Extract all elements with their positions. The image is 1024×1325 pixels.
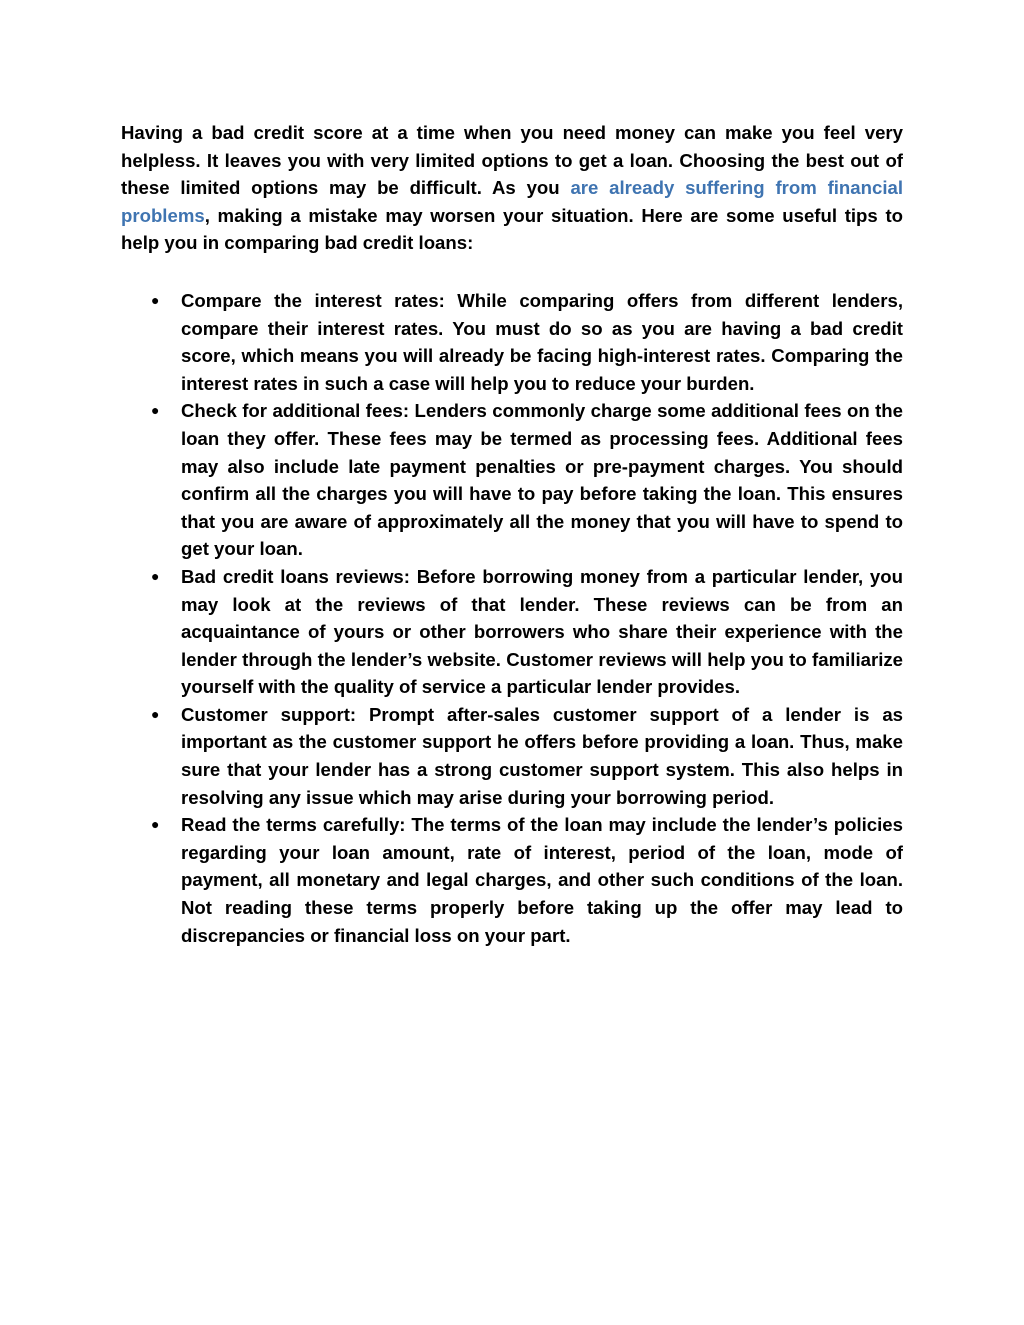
tip-additional-fees — [121, 397, 903, 563]
bullet-icon: ● — [151, 705, 160, 722]
bullet-icon: ● — [151, 816, 160, 833]
intro-paragraph — [121, 119, 903, 257]
tip-customer-support — [121, 701, 903, 811]
tip-text: Check for additional fees: Lenders commonly charge some additional fees on the loan they offer. These fees may be termed as processing fees. Additional fees may also include late payment penalties or pre-payment charges. You should confirm all the charges you will have to pay before taking the loan. This ensures that you are aware of approximately all the money that you will have to spend to get your loan. — [181, 400, 903, 560]
bullet-icon: ● — [151, 567, 160, 584]
bullet-icon: ● — [151, 291, 160, 308]
document-page — [121, 119, 903, 949]
bullet-icon: ● — [151, 402, 160, 419]
intro-text-start: Having a bad credit score at a time when you need money can make you feel very helpless. It leaves you with very limited options to get a loan. Choosing the best out of these limited options may be difficult. As you — [121, 122, 903, 199]
tip-text: Customer support: Prompt after-sales customer support of a lender is as important as the customer support he offers before providing a loan. Thus, make sure that your lender has a strong customer support system. This also helps in resolving any issue which may arise during your borrowing period. — [181, 703, 903, 808]
tip-text: Read the terms carefully: The terms of the loan may include the lender’s policies regarding your loan amount, rate of interest, period of the loan, mode of payment, all monetary and legal charges, and other such conditions of the loan. Not reading these terms properly before taking up the offer may lead to discrepancies or financial loss on your part. — [181, 814, 903, 946]
intro-text-end: , making a mistake may worsen your situation. Here are some useful tips to help you in comparing bad credit loans: — [121, 204, 903, 254]
tip-interest-rates — [121, 287, 903, 397]
tip-text: Bad credit loans reviews: Before borrowing money from a particular lender, you may look at the reviews of that lender. These reviews can be from an acquaintance of yours or other borrowers who share their experience with the lender through the lender’s website. Customer reviews will help you to familiarize yourself with the quality of service a particular lender provides. — [181, 565, 903, 698]
tip-read-terms — [121, 811, 903, 949]
tip-text: Compare the interest rates: While comparing offers from different lenders, compare their interest rates. You must do so as you are having a bad credit score, which means you will already be facing high-interest rates. Comparing the interest rates in such a case will help you to reduce your burden. — [181, 289, 903, 394]
tip-loan-reviews — [121, 563, 903, 701]
financial-problems-link[interactable]: are already suffering from financial problems — [121, 177, 903, 226]
tips-list — [121, 287, 903, 949]
